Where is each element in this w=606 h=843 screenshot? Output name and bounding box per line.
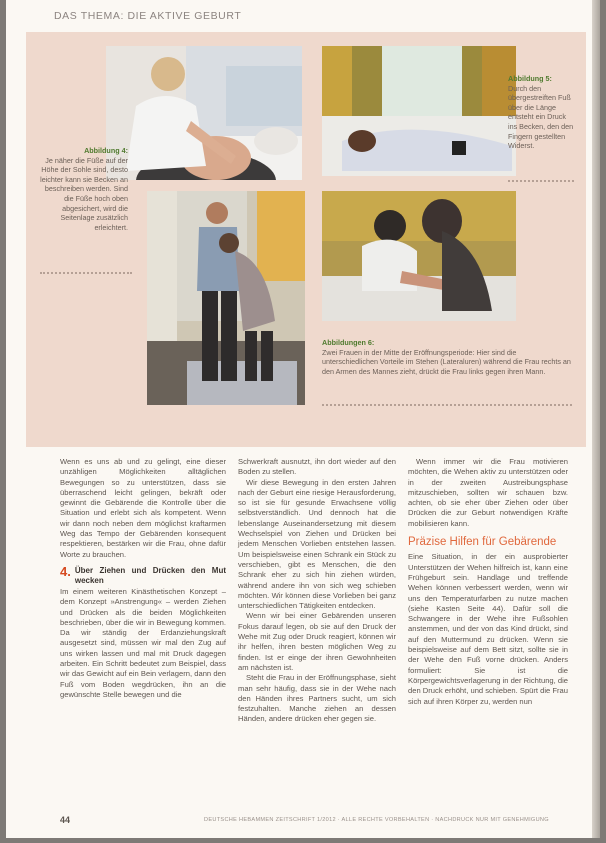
caption-figure-5 xyxy=(508,74,574,151)
page-edge-shadow xyxy=(592,0,600,838)
caption-figure-6-text: Zwei Frauen in der Mitte der Eröffnungsperiode: Hier sind die unterschiedlichen Vorteile im Stehen (Lateraluren) während die Frau rechts an den Armen des Mannes zieht, drückt die Frau links gegen ihren Mann. xyxy=(322,347,571,376)
caption-figure-6-divider xyxy=(322,404,572,406)
caption-figure-6 xyxy=(322,338,572,376)
magazine-page xyxy=(6,0,600,838)
caption-figure-5-title: Abbildung 5: xyxy=(508,74,552,83)
paragraph: Steht die Frau in der Eröffnungsphase, sieht man sehr häufig, dass sie in der Wehe nach den Händen ihres Partners sucht, um sich festzuhalten. Manche ziehen an dessen Händen, andere drücken eher gegen sie. xyxy=(238,673,396,724)
photo-woman-lying xyxy=(322,46,516,176)
paragraph: Wir diese Bewegung in den ersten Jahren nach der Geburt eine riesige Herausforderung, so ist sie für gesunde Erwachsene völlig selbstverständlich. Und dennoch hat die lebenslange Auseinandersetzung mit diesem Wechselspiel von Ziehen und Drücken bei jedem Menschen Vorlieben entstehen lassen. Um beispielsweise einen Schrank ein Stück zu verschieben, gibt es Menschen, die den Schrank eher zu sich hin ziehen würden, während andere ihn von sich weg schieben möchten. Wir können diese Vorlieben bei ganz unterschiedlichen Tätigkeiten entdecken. xyxy=(238,477,396,611)
caption-figure-4-divider xyxy=(40,272,132,274)
page-number: 44 xyxy=(60,815,71,825)
text-column-right xyxy=(408,457,568,707)
paragraph: Wenn es uns ab und zu gelingt, eine dieser unzähligen Möglichkeiten alltäglichen Bewegungen so zu unterstützen, dass sie überraschend leicht gelingen, bekräft oder gewinnt die Gebärende die Kontrolle über die Situation und erlebt sich als kompetent. Wenn wir dann noch neben dem möglichst kraftarmen Weg das Tempo der Gebärenden konsequent respektieren, bestärken wir die Frau, ohne dafür Worte zu brauchen. xyxy=(60,457,226,559)
photo-couple-kneeling xyxy=(322,191,516,321)
caption-figure-5-text: Durch den übergestreiften Fuß über die Länge entsteht ein Druck ins Becken, den den Fingern gestellten Widerst. xyxy=(508,83,574,151)
caption-figure-4-title: Abbildung 4: xyxy=(84,146,128,155)
paragraph: Im einem weiteren Kinästhetischen Konzept – dem Konzept »Anstrengung« – werden Ziehen und Drücken als die beiden Möglichkeiten beschrieben, über die wir in Bewegung kommen. Da wir ständig der Erdanziehungskraft ausgesetzt sind, müssen wir mal den Zug auf uns wirken lassen und mal mit Druck dagegen arbeiten. Ein Schritt bedeutet zum Beispiel, dass wir das Gewicht auf ein Bein verlagern, dann den Fuß vom Boden wegdrücken, ihn an die gewünschte Stelle bewegen und die xyxy=(60,586,226,699)
photo-hands-on-hips xyxy=(106,46,302,180)
section-number: 4. xyxy=(60,563,71,579)
paragraph: Wenn immer wir die Frau motivieren möchten, die Wehen aktiv zu unterstützen oder in der zweiten Austreibungsphase mitzuschieben, sollten wir schauen bzw. achten, ob sie eher über Ziehen oder über Drücken die zur Geburt notwendigen Kräfte mobilisieren kann. xyxy=(408,457,568,528)
photo-couple-standing xyxy=(147,191,305,405)
caption-figure-5-divider xyxy=(508,180,574,182)
paragraph: Wenn wir bei einer Gebärenden unseren Fokus darauf legen, ob sie auf den Druck der Wehe mit Zug oder Druck reagiert, können wir ihr helfen, ihren besten möglichen Weg zu finden. Ist er einge der ihren Gewohnheiten am nächsten ist. xyxy=(238,611,396,672)
subheading: Präzise Hilfen für Gebärende xyxy=(408,536,557,549)
caption-figure-6-title: Abbildungen 6: xyxy=(322,338,375,347)
paragraph: Schwerkraft ausnutzt, ihn dort wieder auf den Boden zu stellen. xyxy=(238,457,396,477)
section-header: DAS THEMA: DIE AKTIVE GEBURT xyxy=(54,10,242,22)
footer-publication-line: DEUTSCHE HEBAMMEN ZEITSCHRIFT 1/2012 · ALLE RECHTE VORBEHALTEN · NACHDRUCK NUR MIT GENEHMIGUNG xyxy=(204,817,549,823)
text-column-left xyxy=(60,457,226,700)
paragraph: Eine Situation, in der ein ausprobierter Unterstützen der Wehen hilfreich ist, kann eine Frühgeburt sein. Handlage und treffende Wehen können verbessert werden, wenn wir uns den Temperaturfarben zu nutze machen (siehe Kasten Seite 44). Dafür soll die Schwangere in der Wehe ihre Fußsohlen anstemmen, und der von das Kind drückt, sind auf den Muttermund zu drücken. Wenn sie beispielsweise auf dem Bett sitzt, sollte sie in der Wehe den Fuß vorne drücken. Anders formuliert: Sie ist die Körpergewichtsverlagerung in der Richtung, die den Druck erhöht, und schieben. Spürt die Frau sich auf ihren Körper zu, werden nun xyxy=(408,552,568,706)
caption-figure-4-text: Je näher die Füße auf der Höhe der Sohle sind, desto leichter kann sie Becken an beschreiben werden. Sind die Füße hoch oben abgesichert, wird die Seitenlage zusätzlich erleichtert. xyxy=(40,155,128,232)
caption-figure-4 xyxy=(36,146,128,232)
text-column-middle xyxy=(238,457,396,725)
section-heading xyxy=(60,563,226,587)
section-title: Über Ziehen und Drücken den Mut wecken xyxy=(74,565,226,586)
